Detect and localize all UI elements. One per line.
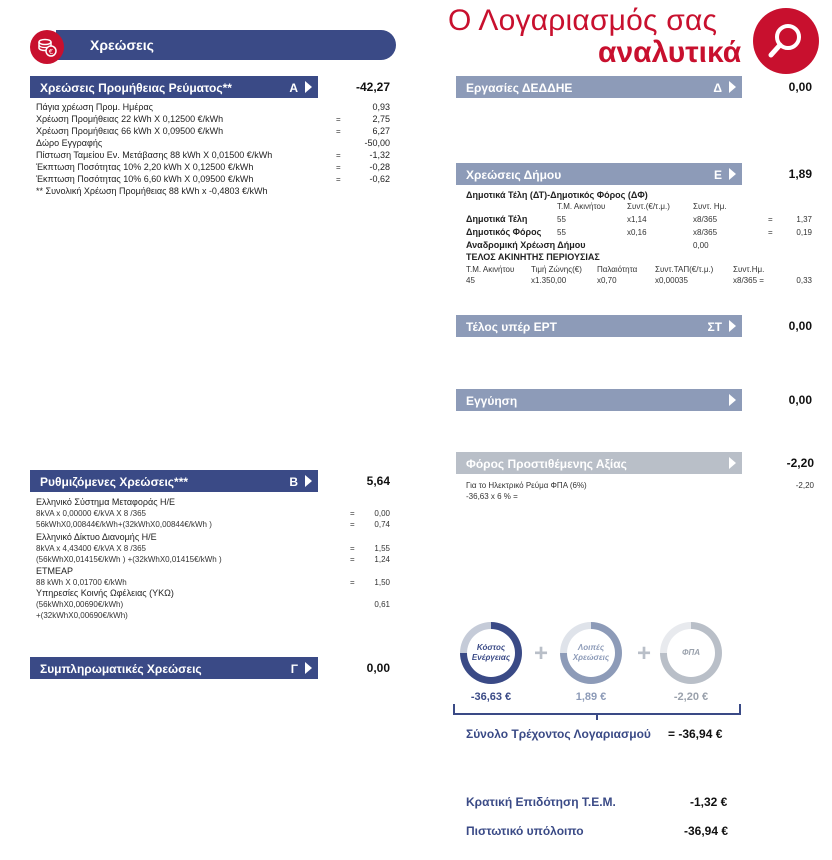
tap-cell: 45 [466,276,475,285]
magnifier-icon [753,8,819,74]
section-bar-supply [30,76,318,98]
regulated-group-title: Υπηρεσίες Κοινής Ωφέλειας (ΥΚΩ) [36,588,174,598]
equals-sign: = [336,115,341,124]
section-bar-supplementary [30,657,318,679]
vat-total: -2,20 [786,456,814,470]
equals-sign: = [336,163,341,172]
supply-line-value: 2,75 [372,114,390,124]
supply-line-value: 0,93 [372,102,390,112]
supply-line: Δώρο Εγγραφής [36,138,103,148]
tap-col-header: Τιμή Ζώνης(€) [531,265,582,274]
regulated-line: +(32kWhX0,00690€/kWh) [36,611,128,620]
equals-sign: = [350,509,355,518]
section-letter: Α [289,81,298,95]
arrow-right-icon [305,662,312,674]
regulated-line: (56kWhX0,00690€/kWh) [36,600,124,609]
regulated-total: 5,64 [366,474,390,488]
tap-col-header: Συντ.ΤΑΠ(€/τ.μ.) [655,265,714,274]
municipal-col-header: Συντ. Ημ. [693,202,727,211]
section-label: Εγγύηση [466,394,518,408]
guarantee-total: 0,00 [788,393,812,407]
section-letter: Ε [713,168,722,182]
equals-sign: = [768,228,773,237]
regulated-group-title: ΕΤΜΕΑΡ [36,566,74,576]
tap-value: 0,33 [796,276,812,285]
supply-line-value: -50,00 [364,138,390,148]
vat-line: Για το Ηλεκτρικό Ρεύμα ΦΠΑ (6%) [466,481,587,490]
municipal-subtitle: Δημοτικά Τέλη (ΔΤ)-Δημοτικός Φόρος (ΔΦ) [466,190,648,200]
circle-label-line: ΦΠΑ [681,648,701,657]
regulated-line: (56kWhX0,01415€/kWh ) +(32kWhX0,01415€/kWh ) [36,555,222,564]
section-bar-regulated [30,470,318,492]
equals-sign: = [768,215,773,224]
arrow-right-icon [305,475,312,487]
other-charges-circle [560,622,622,684]
supply-line: Έκπτωση Ποσότητας 10% 2,20 kWh X 0,12500 €/kWh [36,162,254,172]
coins-icon [30,30,64,64]
supply-total: -42,27 [355,80,390,94]
equals-sign: = [350,520,355,529]
regulated-group-title: Ελληνικό Σύστημα Μεταφοράς Η/Ε [36,497,176,507]
section-letter: Γ [290,662,298,676]
section-letter: Β [289,475,298,489]
vat-line-value: -2,20 [795,481,814,490]
circle-label-line: Χρεώσεις [572,653,610,662]
section-label: Ρυθμιζόμενες Χρεώσεις*** [40,475,189,489]
energy-cost-circle [460,622,522,684]
tap-col-header: Παλαιότητα [597,265,638,274]
municipal-col-header: Τ.Μ. Ακινήτου [557,202,606,211]
vat-line: -36,63 x 6 % = [466,492,518,501]
vat-value: -2,20 € [673,691,709,703]
plus-icon: + [534,640,549,667]
circle-label [667,629,715,677]
section-bar-municipal [456,163,742,185]
summary-brace [452,702,742,722]
supply-footnote: ** Συνολική Χρέωση Προμήθειας 88 kWh x -0,4803 €/kWh [36,186,268,196]
supply-line-value: -0,62 [369,174,390,184]
section-label: Χρεώσεις Προμήθειας Ρεύματος** [40,81,232,95]
supply-line: Χρέωση Προμήθειας 22 kWh X 0,12500 €/kWh [36,114,224,124]
regulated-line-value: 1,50 [374,578,390,587]
supply-line-value: 6,27 [372,126,390,136]
regulated-line-value: 0,00 [374,509,390,518]
credit-value: -36,94 € [684,824,729,838]
municipal-row-label: Αναδρομική Χρέωση Δήμου [466,240,586,250]
section-label: Συμπληρωματικές Χρεώσεις [40,662,202,676]
svg-text:€: € [48,48,54,56]
municipal-row-label: Δημοτικά Τέλη [466,214,528,224]
supply-line-value: -0,28 [369,162,390,172]
supply-line: Χρέωση Προμήθειας 66 kWh X 0,09500 €/kWh [36,126,224,136]
section-label: Φόρος Προστιθέμενης Αξίας [466,457,627,471]
municipal-col-header: Συντ.(€/τ.μ.) [627,202,670,211]
section-label: Εργασίες ΔΕΔΔΗΕ [466,81,573,95]
energy-cost-value: -36,63 € [470,691,512,703]
section-label: Τέλος υπέρ ΕΡΤ [466,320,557,334]
ert-total: 0,00 [788,319,812,333]
total-value: = -36,94 € [668,727,723,741]
circle-label-line: Κόστος [476,643,506,652]
equals-sign: = [336,175,341,184]
tap-title: ΤΕΛΟΣ ΑΚΙΝΗΤΗΣ ΠΕΡΙΟΥΣΙΑΣ [466,252,600,262]
section-letter: Δ [713,81,722,95]
arrow-right-icon [729,457,736,469]
arrow-right-icon [729,168,736,180]
subsidy-label: Κρατική Επιδότηση Τ.Ε.Μ. [466,795,616,809]
regulated-line-value: 0,61 [374,600,390,609]
tap-cell: x8/365 = [733,276,764,285]
regulated-line-value: 1,24 [374,555,390,564]
equals-sign: = [350,555,355,564]
charges-header-bar [56,30,396,60]
arrow-right-icon [729,394,736,406]
subsidy-value: -1,32 € [690,795,728,809]
regulated-line: 56kWhX0,00844€/kWh+(32kWhX0,00844€/kWh ) [36,520,212,529]
municipal-cell: x8/365 [693,215,718,224]
municipal-cell: 55 [557,228,566,237]
municipal-row-value: 0,19 [796,228,812,237]
supply-line: Πάγια χρέωση Προμ. Ημέρας [36,102,154,112]
municipal-row-label: Δημοτικός Φόρος [466,227,542,237]
total-label: Σύνολο Τρέχοντος Λογαριασμού [466,727,651,741]
plus-icon: + [637,640,652,667]
equals-sign: = [336,151,341,160]
arrow-right-icon [729,320,736,332]
tap-cell: x0,00035 [655,276,688,285]
equals-sign: = [350,578,355,587]
section-label: Χρεώσεις Δήμου [466,168,562,182]
supply-line: Πίστωση Ταμείου Εν. Μετάβασης 88 kWh X 0,01500 €/kWh [36,150,273,160]
municipal-cell: x0,16 [627,228,647,237]
regulated-line-value: 0,74 [374,520,390,529]
municipal-row-value: 1,37 [796,215,812,224]
circle-label-line: Ενέργειας [471,653,511,662]
equals-sign: = [336,127,341,136]
section-bar-deddie [456,76,742,98]
municipal-total: 1,89 [788,167,812,181]
section-bar-ert [456,315,742,337]
credit-label: Πιστωτικό υπόλοιπο [466,824,584,838]
section-letter: ΣΤ [707,320,722,334]
supply-line-value: -1,32 [369,150,390,160]
circle-label [567,629,615,677]
municipal-cell: x1,14 [627,215,647,224]
supply-line: Έκπτωση Ποσότητας 10% 6,60 kWh X 0,09500 €/kWh [36,174,254,184]
page-title-line1: Ο Λογαριασμός σας [448,4,718,37]
regulated-line: 88 kWh X 0,01700 €/kWh [36,578,127,587]
regulated-group-title: Ελληνικό Δίκτυο Διανομής Η/Ε [36,532,157,542]
regulated-line: 8kVA x 4,43400 €/kVA X 8 /365 [36,544,147,553]
other-charges-value: 1,89 € [575,691,607,703]
supplementary-total: 0,00 [366,661,390,675]
section-bar-vat [456,452,742,474]
municipal-cell: x8/365 [693,228,718,237]
municipal-cell: 55 [557,215,566,224]
regulated-line: 8kVA x 0,00000 €/kVA X 8 /365 [36,509,147,518]
circle-label-line: Λοιπές [577,643,605,652]
vat-circle [660,622,722,684]
tap-col-header: Τ.Μ. Ακινήτου [466,265,515,274]
charges-title: Χρεώσεις [90,37,154,53]
circle-label [467,629,515,677]
tap-cell: x0,70 [597,276,617,285]
arrow-right-icon [729,81,736,93]
arrow-right-icon [305,81,312,93]
tap-cell: x1.350,00 [531,276,567,285]
regulated-line-value: 1,55 [374,544,390,553]
municipal-row-value: 0,00 [693,241,709,250]
equals-sign: = [350,544,355,553]
deddie-total: 0,00 [788,80,812,94]
section-bar-guarantee [456,389,742,411]
tap-col-header: Συντ.Ημ. [733,265,765,274]
page-title-line2: αναλυτικά [598,36,742,69]
